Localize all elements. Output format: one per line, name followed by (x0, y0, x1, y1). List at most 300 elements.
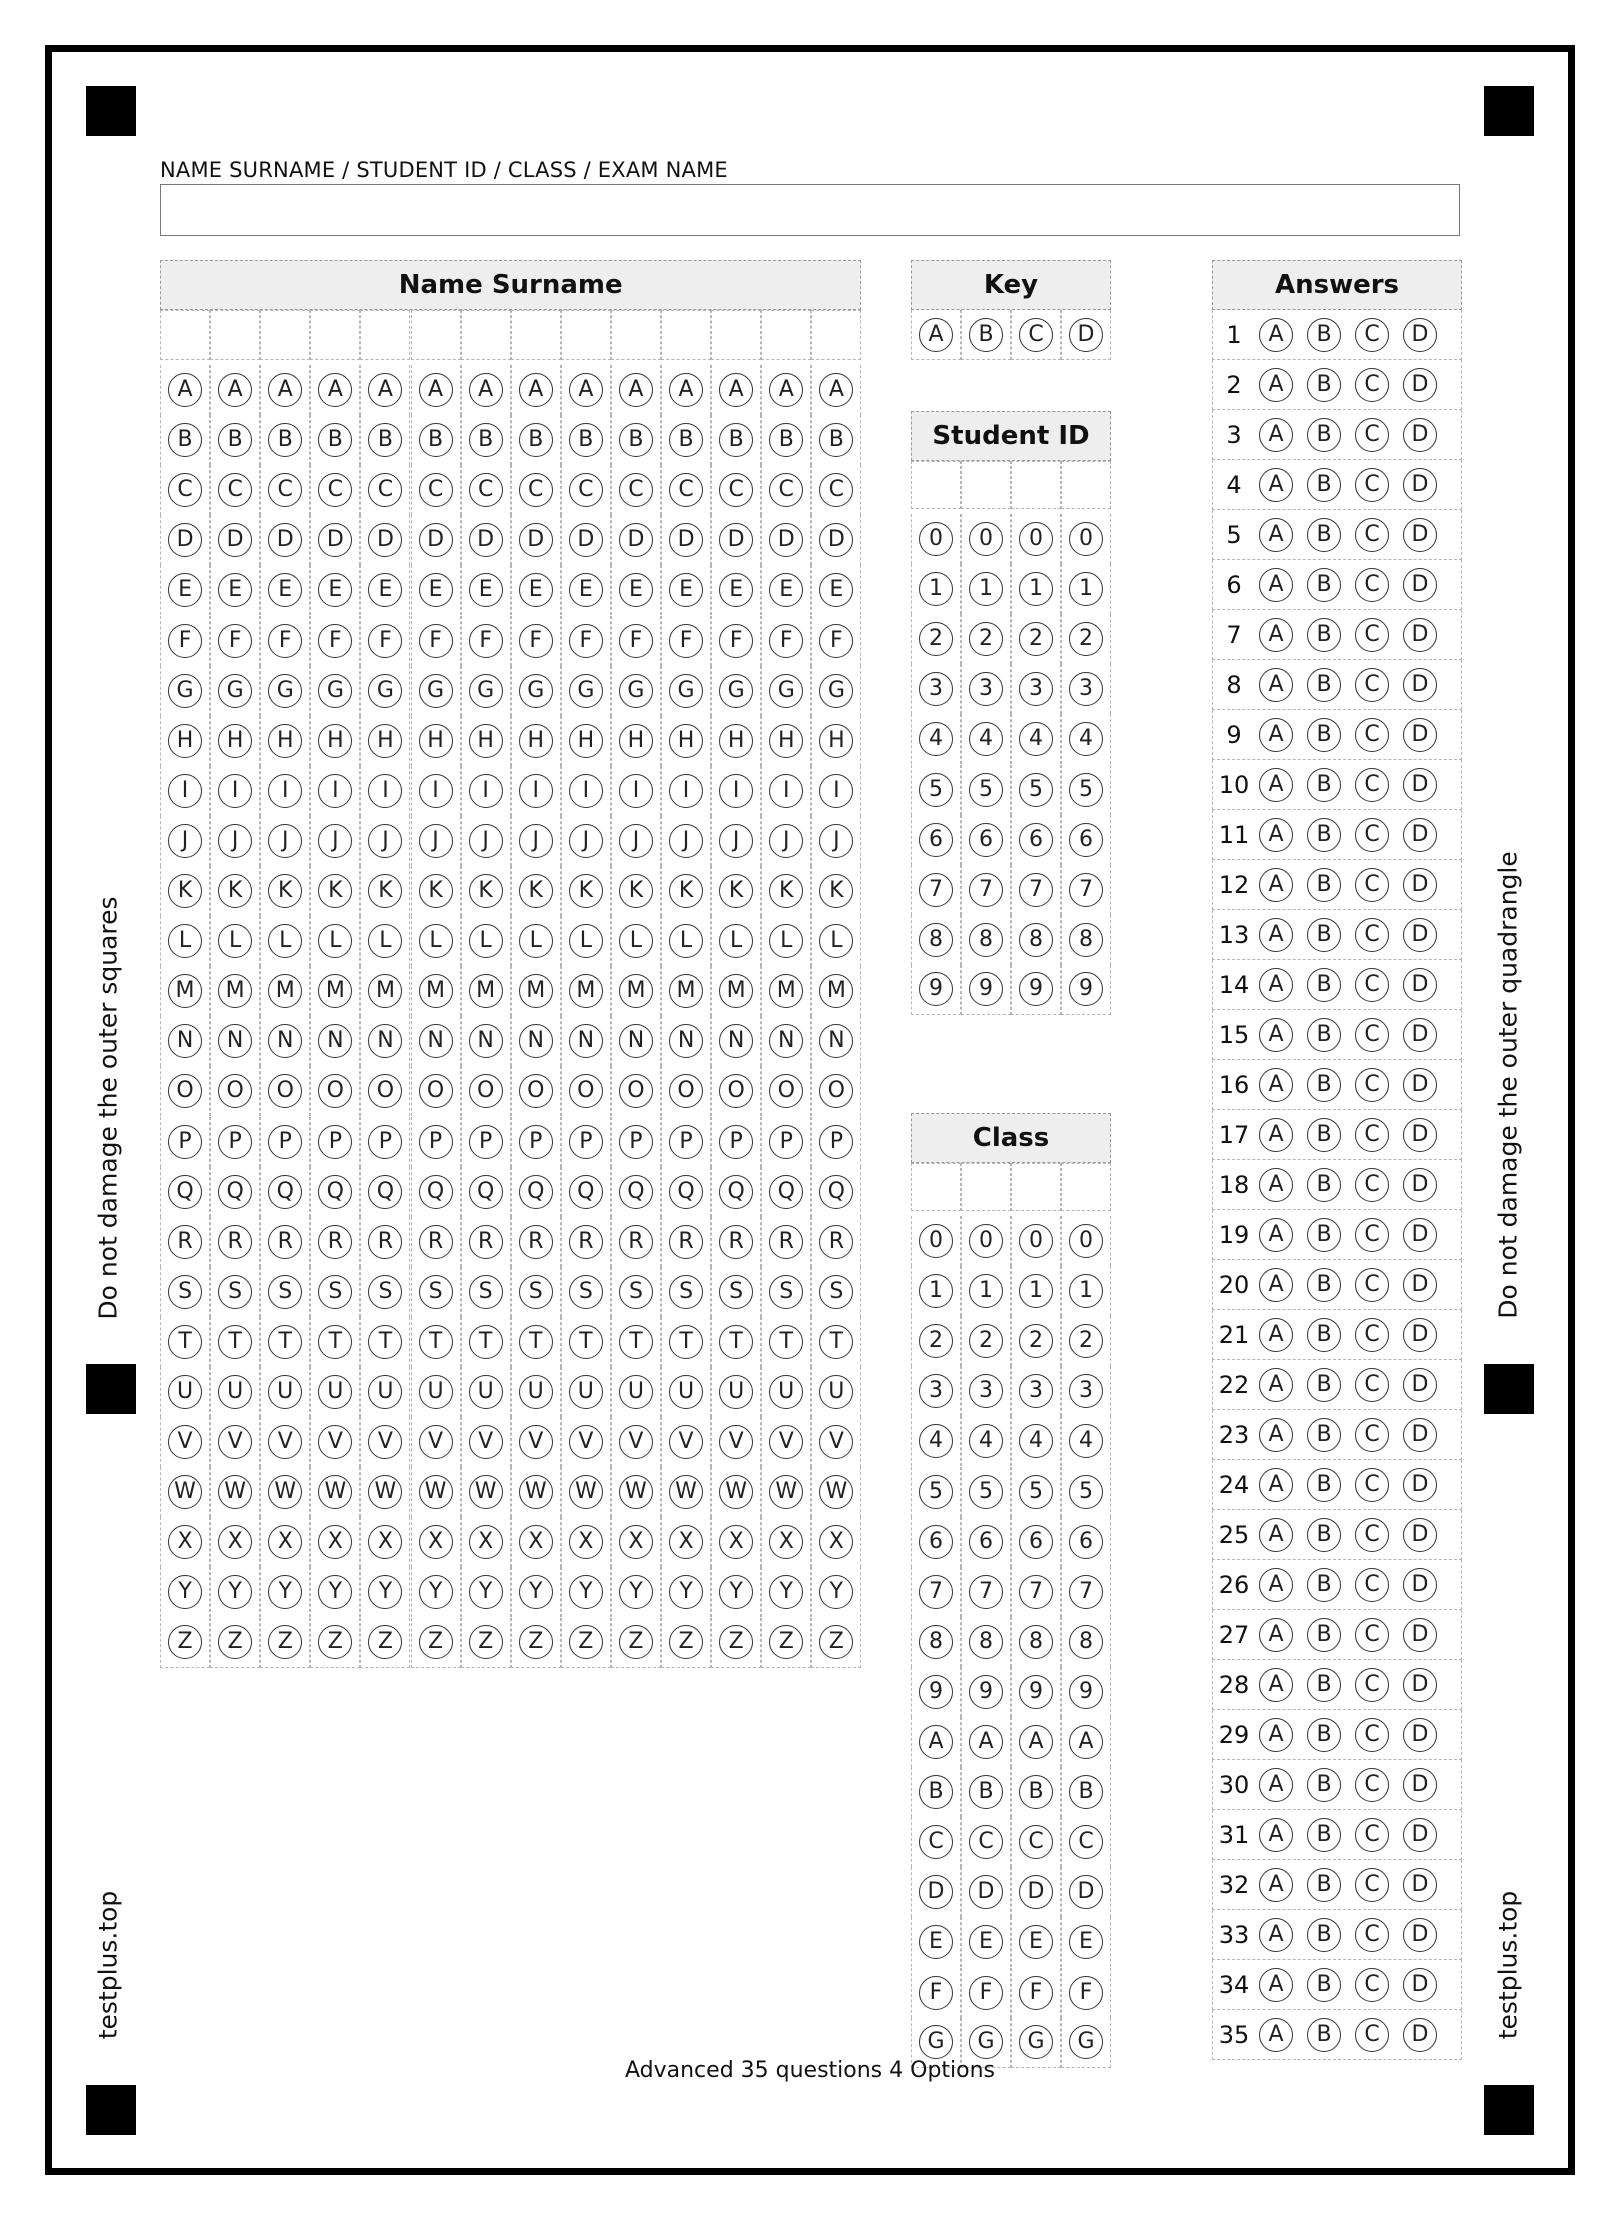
student-id-bubble[interactable]: 2 (969, 622, 1003, 656)
answer-option-a[interactable]: A (1259, 318, 1293, 352)
class-bubble[interactable]: 6 (969, 1525, 1003, 1559)
answer-option-b[interactable]: B (1307, 1168, 1341, 1202)
class-bubble[interactable]: E (1019, 1925, 1053, 1959)
class-bubble[interactable]: E (969, 1925, 1003, 1959)
name-bubble[interactable]: L (769, 924, 803, 958)
name-bubble[interactable]: C (619, 473, 653, 507)
answer-option-c[interactable]: C (1355, 1118, 1389, 1152)
name-bubble[interactable]: K (469, 874, 503, 908)
name-bubble[interactable]: K (619, 874, 653, 908)
answer-option-d[interactable]: D (1403, 1268, 1437, 1302)
class-bubble[interactable]: 8 (1069, 1625, 1103, 1659)
student-id-bubble[interactable]: 9 (969, 972, 1003, 1006)
name-bubble[interactable]: S (218, 1275, 252, 1309)
class-bubble[interactable]: 5 (919, 1475, 953, 1509)
class-bubble[interactable]: F (1019, 1976, 1053, 2010)
name-bubble[interactable]: W (318, 1475, 352, 1509)
name-bubble[interactable]: O (769, 1074, 803, 1108)
name-bubble[interactable]: U (619, 1375, 653, 1409)
name-bubble[interactable]: L (218, 924, 252, 958)
name-bubble[interactable]: X (218, 1525, 252, 1559)
key-option-b[interactable]: B (969, 318, 1003, 352)
name-bubble[interactable]: E (769, 573, 803, 607)
name-bubble[interactable]: B (368, 423, 402, 457)
name-bubble[interactable]: E (569, 573, 603, 607)
answer-option-a[interactable]: A (1259, 1018, 1293, 1052)
name-bubble[interactable]: P (719, 1125, 753, 1159)
name-bubble[interactable]: Y (669, 1575, 703, 1609)
name-bubble[interactable]: F (218, 624, 252, 658)
name-bubble[interactable]: O (419, 1074, 453, 1108)
student-id-bubble[interactable]: 0 (1069, 522, 1103, 556)
name-bubble[interactable]: T (419, 1325, 453, 1359)
answer-option-b[interactable]: B (1307, 418, 1341, 452)
name-bubble[interactable]: T (769, 1325, 803, 1359)
name-bubble[interactable]: N (218, 1024, 252, 1058)
answer-option-d[interactable]: D (1403, 468, 1437, 502)
class-bubble[interactable]: F (1069, 1976, 1103, 2010)
student-id-bubble[interactable]: 7 (919, 873, 953, 907)
name-bubble[interactable]: K (569, 874, 603, 908)
answer-option-d[interactable]: D (1403, 768, 1437, 802)
name-bubble[interactable]: M (419, 974, 453, 1008)
name-bubble[interactable]: L (318, 924, 352, 958)
name-bubble[interactable]: A (268, 373, 302, 407)
name-bubble[interactable]: M (469, 974, 503, 1008)
name-bubble[interactable]: X (368, 1525, 402, 1559)
name-bubble[interactable]: L (368, 924, 402, 958)
student-id-bubble[interactable]: 5 (969, 773, 1003, 807)
name-bubble[interactable]: P (469, 1125, 503, 1159)
name-bubble[interactable]: E (268, 573, 302, 607)
answer-option-c[interactable]: C (1355, 1418, 1389, 1452)
name-bubble[interactable]: L (669, 924, 703, 958)
answer-option-d[interactable]: D (1403, 368, 1437, 402)
name-bubble[interactable]: F (569, 624, 603, 658)
student-id-bubble[interactable]: 5 (919, 773, 953, 807)
name-bubble[interactable]: I (168, 774, 202, 808)
name-bubble[interactable]: Z (419, 1625, 453, 1659)
answer-option-a[interactable]: A (1259, 418, 1293, 452)
name-bubble[interactable]: T (519, 1325, 553, 1359)
name-bubble[interactable]: H (168, 724, 202, 758)
name-bubble[interactable]: M (218, 974, 252, 1008)
name-bubble[interactable]: N (318, 1024, 352, 1058)
name-bubble[interactable]: W (368, 1475, 402, 1509)
name-bubble[interactable]: K (318, 874, 352, 908)
name-bubble[interactable]: W (469, 1475, 503, 1509)
class-bubble[interactable]: 2 (969, 1324, 1003, 1358)
name-bubble[interactable]: S (619, 1275, 653, 1309)
name-bubble[interactable]: G (419, 674, 453, 708)
name-bubble[interactable]: I (569, 774, 603, 808)
answer-option-c[interactable]: C (1355, 1018, 1389, 1052)
name-bubble[interactable]: N (368, 1024, 402, 1058)
name-bubble[interactable]: Y (368, 1575, 402, 1609)
answer-option-b[interactable]: B (1307, 1868, 1341, 1902)
answer-option-b[interactable]: B (1307, 1518, 1341, 1552)
name-bubble[interactable]: A (569, 373, 603, 407)
class-bubble[interactable]: F (969, 1976, 1003, 2010)
name-bubble[interactable]: N (419, 1024, 453, 1058)
name-bubble[interactable]: V (218, 1425, 252, 1459)
name-bubble[interactable]: U (719, 1375, 753, 1409)
name-bubble[interactable]: V (719, 1425, 753, 1459)
class-bubble[interactable]: 8 (919, 1625, 953, 1659)
name-bubble[interactable]: F (719, 624, 753, 658)
class-bubble[interactable]: 0 (1019, 1224, 1053, 1258)
name-bubble[interactable]: L (519, 924, 553, 958)
answer-option-a[interactable]: A (1259, 2018, 1293, 2052)
answer-option-d[interactable]: D (1403, 668, 1437, 702)
answer-option-c[interactable]: C (1355, 1318, 1389, 1352)
name-bubble[interactable]: Y (168, 1575, 202, 1609)
name-bubble[interactable]: Q (318, 1175, 352, 1209)
answer-option-b[interactable]: B (1307, 1068, 1341, 1102)
name-bubble[interactable]: J (619, 824, 653, 858)
class-bubble[interactable]: B (1019, 1775, 1053, 1809)
name-bubble[interactable]: U (519, 1375, 553, 1409)
class-bubble[interactable]: 7 (919, 1575, 953, 1609)
answer-option-a[interactable]: A (1259, 1818, 1293, 1852)
name-bubble[interactable]: I (469, 774, 503, 808)
name-bubble[interactable]: I (669, 774, 703, 808)
name-bubble[interactable]: T (469, 1325, 503, 1359)
name-bubble[interactable]: U (218, 1375, 252, 1409)
name-write-box[interactable] (210, 310, 260, 360)
name-bubble[interactable]: I (619, 774, 653, 808)
name-write-box[interactable] (611, 310, 661, 360)
answer-option-b[interactable]: B (1307, 968, 1341, 1002)
class-bubble[interactable]: D (1019, 1875, 1053, 1909)
answer-option-d[interactable]: D (1403, 1968, 1437, 2002)
student-id-bubble[interactable]: 4 (1069, 722, 1103, 756)
student-id-bubble[interactable]: 8 (1019, 923, 1053, 957)
student-id-bubble[interactable]: 6 (1069, 823, 1103, 857)
name-bubble[interactable]: A (669, 373, 703, 407)
answer-option-c[interactable]: C (1355, 818, 1389, 852)
answer-option-d[interactable]: D (1403, 1818, 1437, 1852)
answer-option-c[interactable]: C (1355, 368, 1389, 402)
name-bubble[interactable]: J (168, 824, 202, 858)
name-bubble[interactable]: S (669, 1275, 703, 1309)
answer-option-b[interactable]: B (1307, 1118, 1341, 1152)
name-bubble[interactable]: C (719, 473, 753, 507)
class-bubble[interactable]: G (1019, 2025, 1053, 2059)
name-bubble[interactable]: Y (318, 1575, 352, 1609)
name-bubble[interactable]: R (519, 1225, 553, 1259)
answer-option-a[interactable]: A (1259, 1518, 1293, 1552)
name-bubble[interactable]: Z (719, 1625, 753, 1659)
name-write-box[interactable] (411, 310, 461, 360)
answer-option-a[interactable]: A (1259, 1318, 1293, 1352)
name-bubble[interactable]: A (368, 373, 402, 407)
name-bubble[interactable]: C (769, 473, 803, 507)
name-bubble[interactable]: D (519, 523, 553, 557)
class-bubble[interactable]: C (1019, 1825, 1053, 1859)
name-bubble[interactable]: Z (819, 1625, 853, 1659)
name-bubble[interactable]: N (569, 1024, 603, 1058)
name-bubble[interactable]: S (719, 1275, 753, 1309)
class-bubble[interactable]: G (919, 2025, 953, 2059)
name-bubble[interactable]: E (819, 573, 853, 607)
name-bubble[interactable]: M (819, 974, 853, 1008)
name-bubble[interactable]: O (218, 1074, 252, 1108)
name-bubble[interactable]: X (819, 1525, 853, 1559)
answer-option-c[interactable]: C (1355, 968, 1389, 1002)
student-id-bubble[interactable]: 0 (1019, 522, 1053, 556)
answer-option-d[interactable]: D (1403, 1118, 1437, 1152)
class-bubble[interactable]: C (919, 1825, 953, 1859)
name-bubble[interactable]: I (819, 774, 853, 808)
student-id-bubble[interactable]: 8 (1069, 923, 1103, 957)
answer-option-c[interactable]: C (1355, 718, 1389, 752)
answer-option-c[interactable]: C (1355, 1568, 1389, 1602)
name-bubble[interactable]: E (419, 573, 453, 607)
name-bubble[interactable]: G (318, 674, 352, 708)
name-bubble[interactable]: M (168, 974, 202, 1008)
answer-option-c[interactable]: C (1355, 518, 1389, 552)
class-bubble[interactable]: 3 (969, 1374, 1003, 1408)
answer-option-c[interactable]: C (1355, 1218, 1389, 1252)
answer-option-a[interactable]: A (1259, 1168, 1293, 1202)
answer-option-c[interactable]: C (1355, 1468, 1389, 1502)
name-bubble[interactable]: B (769, 423, 803, 457)
name-bubble[interactable]: I (769, 774, 803, 808)
name-bubble[interactable]: R (469, 1225, 503, 1259)
name-bubble[interactable]: A (519, 373, 553, 407)
student-id-bubble[interactable]: 3 (1069, 672, 1103, 706)
name-bubble[interactable]: V (669, 1425, 703, 1459)
name-bubble[interactable]: A (469, 373, 503, 407)
name-bubble[interactable]: Q (619, 1175, 653, 1209)
name-bubble[interactable]: P (669, 1125, 703, 1159)
answer-option-d[interactable]: D (1403, 718, 1437, 752)
name-write-box[interactable] (260, 310, 310, 360)
name-write-box[interactable] (561, 310, 611, 360)
name-bubble[interactable]: T (669, 1325, 703, 1359)
answer-option-a[interactable]: A (1259, 818, 1293, 852)
name-bubble[interactable]: A (819, 373, 853, 407)
student-id-bubble[interactable]: 3 (969, 672, 1003, 706)
answer-option-d[interactable]: D (1403, 1718, 1437, 1752)
name-bubble[interactable]: L (619, 924, 653, 958)
class-bubble[interactable]: 5 (969, 1475, 1003, 1509)
name-bubble[interactable]: S (419, 1275, 453, 1309)
name-bubble[interactable]: M (519, 974, 553, 1008)
answer-option-b[interactable]: B (1307, 1268, 1341, 1302)
class-write-box[interactable] (961, 1163, 1011, 1211)
name-bubble[interactable]: N (819, 1024, 853, 1058)
answer-option-a[interactable]: A (1259, 618, 1293, 652)
answer-option-c[interactable]: C (1355, 918, 1389, 952)
student-id-bubble[interactable]: 7 (1069, 873, 1103, 907)
answer-option-b[interactable]: B (1307, 1368, 1341, 1402)
name-bubble[interactable]: U (168, 1375, 202, 1409)
name-bubble[interactable]: F (168, 624, 202, 658)
name-bubble[interactable]: K (669, 874, 703, 908)
name-bubble[interactable]: B (469, 423, 503, 457)
answer-option-d[interactable]: D (1403, 1318, 1437, 1352)
name-bubble[interactable]: V (318, 1425, 352, 1459)
answer-option-c[interactable]: C (1355, 318, 1389, 352)
name-bubble[interactable]: S (268, 1275, 302, 1309)
answer-option-b[interactable]: B (1307, 818, 1341, 852)
name-bubble[interactable]: R (769, 1225, 803, 1259)
name-write-box[interactable] (511, 310, 561, 360)
name-write-box[interactable] (461, 310, 511, 360)
name-bubble[interactable]: L (168, 924, 202, 958)
answer-option-a[interactable]: A (1259, 1468, 1293, 1502)
name-bubble[interactable]: P (218, 1125, 252, 1159)
name-bubble[interactable]: H (218, 724, 252, 758)
name-bubble[interactable]: X (419, 1525, 453, 1559)
name-bubble[interactable]: S (569, 1275, 603, 1309)
answer-option-c[interactable]: C (1355, 1668, 1389, 1702)
name-bubble[interactable]: R (619, 1225, 653, 1259)
name-bubble[interactable]: E (519, 573, 553, 607)
answer-option-a[interactable]: A (1259, 1918, 1293, 1952)
name-bubble[interactable]: A (719, 373, 753, 407)
name-bubble[interactable]: D (368, 523, 402, 557)
answer-option-c[interactable]: C (1355, 1518, 1389, 1552)
answer-option-b[interactable]: B (1307, 1218, 1341, 1252)
student-id-bubble[interactable]: 3 (1019, 672, 1053, 706)
name-bubble[interactable]: M (268, 974, 302, 1008)
name-bubble[interactable]: P (619, 1125, 653, 1159)
name-bubble[interactable]: L (719, 924, 753, 958)
name-write-box[interactable] (360, 310, 410, 360)
answer-option-a[interactable]: A (1259, 1618, 1293, 1652)
answer-option-d[interactable]: D (1403, 968, 1437, 1002)
class-bubble[interactable]: C (969, 1825, 1003, 1859)
name-bubble[interactable]: B (318, 423, 352, 457)
name-bubble[interactable]: W (819, 1475, 853, 1509)
name-bubble[interactable]: H (419, 724, 453, 758)
name-bubble[interactable]: M (368, 974, 402, 1008)
name-bubble[interactable]: E (719, 573, 753, 607)
name-bubble[interactable]: O (669, 1074, 703, 1108)
name-bubble[interactable]: T (168, 1325, 202, 1359)
answer-option-c[interactable]: C (1355, 418, 1389, 452)
name-bubble[interactable]: S (469, 1275, 503, 1309)
name-bubble[interactable]: A (619, 373, 653, 407)
name-bubble[interactable]: U (669, 1375, 703, 1409)
class-bubble[interactable]: 6 (1019, 1525, 1053, 1559)
name-bubble[interactable]: O (368, 1074, 402, 1108)
key-option-d[interactable]: D (1069, 318, 1103, 352)
answer-option-d[interactable]: D (1403, 868, 1437, 902)
answer-option-b[interactable]: B (1307, 568, 1341, 602)
name-bubble[interactable]: U (268, 1375, 302, 1409)
class-bubble[interactable]: A (969, 1725, 1003, 1759)
name-bubble[interactable]: G (719, 674, 753, 708)
name-bubble[interactable]: T (318, 1325, 352, 1359)
name-bubble[interactable]: Z (218, 1625, 252, 1659)
answer-option-c[interactable]: C (1355, 1618, 1389, 1652)
name-bubble[interactable]: U (769, 1375, 803, 1409)
name-bubble[interactable]: O (268, 1074, 302, 1108)
name-bubble[interactable]: S (819, 1275, 853, 1309)
name-bubble[interactable]: F (819, 624, 853, 658)
class-bubble[interactable]: 8 (1019, 1625, 1053, 1659)
name-bubble[interactable]: B (168, 423, 202, 457)
name-bubble[interactable]: C (469, 473, 503, 507)
answer-option-c[interactable]: C (1355, 1718, 1389, 1752)
name-bubble[interactable]: J (769, 824, 803, 858)
name-bubble[interactable]: B (268, 423, 302, 457)
name-bubble[interactable]: A (168, 373, 202, 407)
name-bubble[interactable]: Y (268, 1575, 302, 1609)
name-bubble[interactable]: P (268, 1125, 302, 1159)
answer-option-a[interactable]: A (1259, 718, 1293, 752)
answer-option-b[interactable]: B (1307, 2018, 1341, 2052)
answer-option-d[interactable]: D (1403, 2018, 1437, 2052)
name-write-box[interactable] (761, 310, 811, 360)
answer-option-d[interactable]: D (1403, 918, 1437, 952)
answer-option-c[interactable]: C (1355, 768, 1389, 802)
name-bubble[interactable]: Q (419, 1175, 453, 1209)
name-bubble[interactable]: W (569, 1475, 603, 1509)
name-bubble[interactable]: X (569, 1525, 603, 1559)
class-bubble[interactable]: 5 (1019, 1475, 1053, 1509)
student-id-bubble[interactable]: 8 (919, 923, 953, 957)
name-bubble[interactable]: V (168, 1425, 202, 1459)
name-bubble[interactable]: V (819, 1425, 853, 1459)
name-bubble[interactable]: R (268, 1225, 302, 1259)
name-bubble[interactable]: G (669, 674, 703, 708)
answer-option-b[interactable]: B (1307, 1718, 1341, 1752)
name-bubble[interactable]: Q (519, 1175, 553, 1209)
class-bubble[interactable]: 4 (1019, 1424, 1053, 1458)
name-bubble[interactable]: P (569, 1125, 603, 1159)
name-bubble[interactable]: W (218, 1475, 252, 1509)
name-bubble[interactable]: F (419, 624, 453, 658)
name-bubble[interactable]: D (469, 523, 503, 557)
name-bubble[interactable]: K (519, 874, 553, 908)
name-bubble[interactable]: H (268, 724, 302, 758)
class-bubble[interactable]: G (1069, 2025, 1103, 2059)
answer-option-c[interactable]: C (1355, 1068, 1389, 1102)
name-bubble[interactable]: R (368, 1225, 402, 1259)
name-bubble[interactable]: O (569, 1074, 603, 1108)
name-bubble[interactable]: Y (569, 1575, 603, 1609)
name-bubble[interactable]: H (819, 724, 853, 758)
name-bubble[interactable]: U (318, 1375, 352, 1409)
answer-option-c[interactable]: C (1355, 468, 1389, 502)
answer-option-d[interactable]: D (1403, 1768, 1437, 1802)
name-bubble[interactable]: H (519, 724, 553, 758)
name-bubble[interactable]: P (769, 1125, 803, 1159)
key-option-a[interactable]: A (919, 318, 953, 352)
name-bubble[interactable]: B (419, 423, 453, 457)
name-bubble[interactable]: Y (519, 1575, 553, 1609)
class-bubble[interactable]: 7 (1019, 1575, 1053, 1609)
name-bubble[interactable]: J (719, 824, 753, 858)
answer-option-c[interactable]: C (1355, 568, 1389, 602)
name-bubble[interactable]: Z (519, 1625, 553, 1659)
name-bubble[interactable]: C (168, 473, 202, 507)
class-bubble[interactable]: 9 (969, 1675, 1003, 1709)
name-bubble[interactable]: D (218, 523, 252, 557)
class-bubble[interactable]: 9 (1019, 1675, 1053, 1709)
name-write-box[interactable] (711, 310, 761, 360)
name-bubble[interactable]: X (519, 1525, 553, 1559)
student-id-bubble[interactable]: 6 (969, 823, 1003, 857)
name-bubble[interactable]: Q (669, 1175, 703, 1209)
name-bubble[interactable]: D (569, 523, 603, 557)
name-bubble[interactable]: M (619, 974, 653, 1008)
